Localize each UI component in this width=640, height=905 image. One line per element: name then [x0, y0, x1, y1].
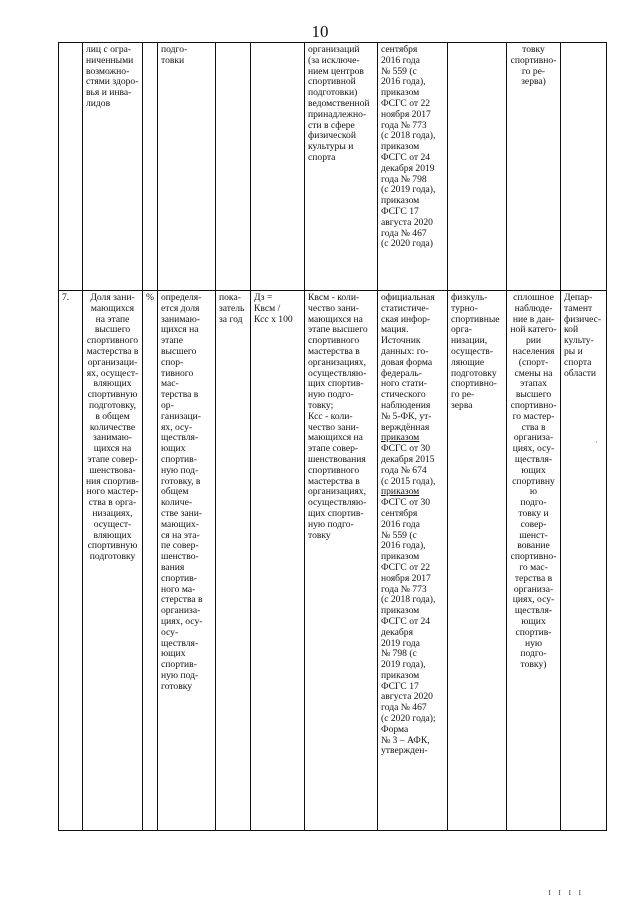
- cell-definition: определя- ется доля занимаю- щихся на этапе высшего спор- тивного мас- терства в ор- ганизаци- ях, осу- ществля- ющих спортив- ную под- готовку, в общем количе- стве зани- мающих- ся на эта- пе совер- шенство- вания спортив- ного ма- стерства в организа- циях, осу- осу- ществля- ющих спортив- ную под- готовку: [158, 291, 216, 831]
- source-text-c: ФСГС от 30 сентября 2016 года № 559 (с 2016 года), приказом ФСГС от 22 ноября 2017 года № 773 (с 2018 года), приказом ФСГС от 24 декабря 2019 года № 798 (с 2019 года), приказом ФСГС 17 августа 2020 года № 467 (с 2020 года); Форма № 3 – АФК, утвержден-: [381, 497, 436, 757]
- cell-formula: Дз = Квсм / Ксс х 100: [251, 291, 305, 831]
- cell-source: [378, 291, 448, 831]
- cell-responsible: Депар- тамент физичес- кой культу- ры и спорта области: [561, 291, 607, 831]
- source-text-a: официальная статистиче- ская инфор- мация. Источник данных: го- довая форма федераль- ного стати- стического наблюдения № 5-ФК, ут- верждённая: [381, 292, 435, 433]
- source-link-order[interactable]: приказом: [381, 432, 420, 444]
- cell-formula: [251, 43, 305, 291]
- cell-unit: [143, 43, 158, 291]
- cell-components: Квсм - коли- чество зани- мающихся на этапе высшего спортивного мастерства в организациях, осуществляю- щих спортив- ную подго- товку; Ксс - коли- чество зани- мающихся на этапе совер- шенствования спортивного мастерства в организациях, осуществляю- щих спортив- ную подго- товку: [305, 291, 378, 831]
- footer-marks: I I I I: [548, 889, 584, 897]
- cell-periodicity: [216, 43, 251, 291]
- table-row: [59, 43, 607, 291]
- cell-name: Доля зани- мающихся на этапе высшего спортивного мастерства в организаци- ях, осущест- вляющих спортивную подготовку, в общем количестве занимаю- щихся на этапе совер- шенствова- ния спортив- ного мастер- ства в орга- низациях, осущест- вляющих спортивную подготовку: [83, 291, 143, 831]
- cell-number: 7.: [59, 291, 83, 831]
- cell-unit: %: [143, 291, 158, 831]
- cell-method: товку спортивно- го ре- зерва): [507, 43, 561, 291]
- cell-definition: подго- товки: [158, 43, 216, 291]
- page-number: 10: [311, 22, 329, 41]
- source-link-order[interactable]: приказом: [381, 486, 420, 498]
- cell-responsible: [561, 43, 607, 291]
- scan-speck: ·: [595, 438, 598, 447]
- cell-subjects: физкуль- турно- спортивные орга- низации, осуществ- ляющие подготовку спортивно- го ре- зерва: [448, 291, 507, 831]
- table-row: [59, 291, 607, 831]
- cell-subjects: [448, 43, 507, 291]
- source-text-b: ФСГС от 30 декабря 2015 года № 674 (с 2015 года),: [381, 443, 436, 487]
- indicators-table: [58, 42, 607, 831]
- cell-components: организаций (за исключе- нием центров спортивной подготовки) ведомственной принадлежно- сти в сфере физической культуры и спорта: [305, 43, 378, 291]
- cell-periodicity: пока- затель за год: [216, 291, 251, 831]
- cell-source: сентября 2016 года № 559 (с 2016 года), приказом ФСГС от 22 ноября 2017 года № 773 (с 2018 года), приказом ФСГС от 24 декабря 2019 года № 798 (с 2019 года), приказом ФСГС 17 августа 2020 года № 467 (с 2020 года): [378, 43, 448, 291]
- cell-number: [59, 43, 83, 291]
- cell-name: лиц с огра- ниченными возможно- стями здоро- вья и инва- лидов: [83, 43, 143, 291]
- cell-method: сплошное наблюде- ние в дан- ной катего- рии населения (спорт- смены на этапах высшего спортивно- го мастер- ства в организа- циях, осу- ществля- ющих спортивную подго- товку и совер- шенст- вование спортивно- го мас- терства в организа- циях, осу- ществля- ющих спортив- ную подго- товку): [507, 291, 561, 831]
